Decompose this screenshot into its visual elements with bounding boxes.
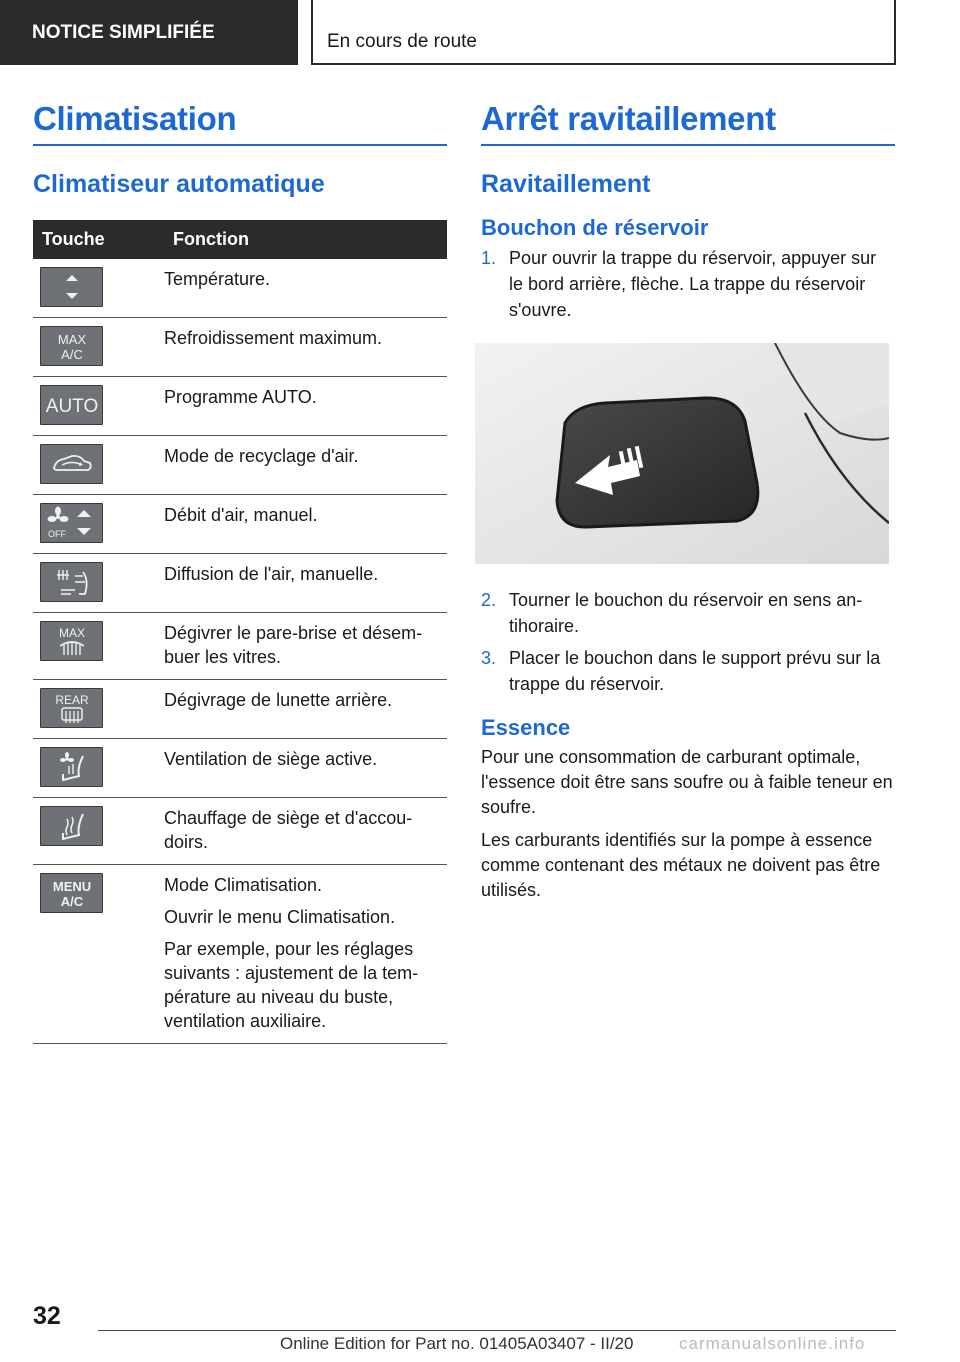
recirculation-button-icon: [40, 444, 103, 484]
function-cell: [164, 680, 447, 739]
list-item: 2. Tourner le bouchon du réservoir en sens antihoraire.: [481, 590, 863, 636]
function-text: Mode Climatisation.: [164, 875, 323, 895]
heading-petrol: Essence: [481, 715, 571, 740]
function-cell: [164, 436, 447, 495]
key-cell: [33, 318, 164, 377]
table-row: [33, 259, 447, 318]
svg-text:A/C: A/C: [60, 347, 83, 362]
left-column: [33, 100, 447, 1044]
function-text: Dégivrer le pare-brise et désembuer les vitres.: [164, 623, 423, 667]
key-cell: [33, 798, 164, 865]
section-title: Arrêt ravitaillement: [481, 100, 895, 146]
steps-list-a: [481, 245, 895, 323]
paragraph: Les carburants identifiés sur la pompe à essence comme contenant des métaux ne doivent pas être utilisés.: [481, 830, 881, 900]
function-text: Débit d'air, manuel.: [164, 505, 318, 525]
key-cell: [33, 680, 164, 739]
page-number: 32: [33, 1302, 61, 1330]
right-column: [481, 100, 895, 911]
table-row: [33, 377, 447, 436]
table-row: [33, 495, 447, 554]
auto-button-icon: [40, 385, 103, 425]
function-cell: [164, 495, 447, 554]
header-section-tab: NOTICE SIMPLIFIÉE: [0, 0, 298, 65]
max-ac-button-icon: [40, 326, 103, 366]
svg-text:A/C: A/C: [60, 894, 83, 909]
function-cell: [164, 377, 447, 436]
key-cell: [33, 259, 164, 318]
function-cell: [164, 613, 447, 680]
seat-ventilation-button-icon: [40, 747, 103, 787]
function-cell: [164, 554, 447, 613]
key-cell: [33, 554, 164, 613]
rear-defrost-button-icon: [40, 688, 103, 728]
air-distribution-button-icon: [40, 562, 103, 602]
menu-ac-button-icon: [40, 873, 103, 913]
max-defrost-button-icon: [40, 621, 103, 661]
svg-text:AUTO: AUTO: [45, 396, 98, 417]
svg-text:MAX: MAX: [57, 332, 86, 347]
table-row: [33, 680, 447, 739]
footer-rule: [98, 1330, 896, 1331]
svg-text:REAR: REAR: [54, 693, 89, 707]
table-row: [33, 436, 447, 495]
function-cell: [164, 259, 447, 318]
steps-list-b: [481, 587, 895, 697]
table-row: [33, 613, 447, 680]
key-cell: [33, 495, 164, 554]
function-text: Par exemple, pour les réglages suivants : ajustement de la température au niveau du buste, ventilation auxiliaire.: [164, 939, 419, 1031]
key-cell: [33, 613, 164, 680]
function-text: Mode de recyclage d'air.: [164, 446, 359, 466]
header-chapter: En cours de route: [311, 0, 896, 65]
list-item: 1. Pour ouvrir la trappe du réservoir, appuyer sur le bord arrière, flèche. La trappe du réservoir s'ouvre.: [481, 248, 877, 320]
footer-edition: Online Edition for Part no. 01405A03407 - II/20: [280, 1334, 634, 1353]
heading-fuel-cap: Bouchon de réservoir: [481, 215, 709, 240]
fuel-flap-photo: [475, 343, 889, 564]
list-item: 3. Placer le bouchon dans le support prévu sur la trappe du réservoir.: [481, 648, 881, 694]
function-text: Ventilation de siège active.: [164, 749, 378, 769]
function-cell: [164, 739, 447, 798]
col-header-key: Touche: [33, 220, 164, 259]
subsection-title: Climatiseur automatique: [33, 170, 325, 198]
key-cell: [33, 865, 164, 1044]
watermark: carmanualsonline.info: [679, 1334, 866, 1353]
key-cell: [33, 436, 164, 495]
paragraph: Pour une consommation de carburant optimale, l'essence doit être sans soufre ou à faible teneur en soufre.: [481, 747, 893, 817]
temperature-arrows-button-icon: [40, 267, 103, 307]
function-text: Ouvrir le menu Climatisation.: [164, 907, 396, 927]
controls-table: [33, 220, 447, 1044]
section-title: Climatisation: [33, 100, 447, 146]
table-row: [33, 318, 447, 377]
table-row: [33, 798, 447, 865]
svg-text:MENU: MENU: [52, 879, 91, 894]
svg-text:MAX: MAX: [58, 626, 85, 640]
function-cell: [164, 865, 447, 1044]
subsection-title: Ravitaillement: [481, 170, 651, 198]
function-text: Refroidissement maximum.: [164, 328, 383, 348]
key-cell: [33, 377, 164, 436]
function-text: Programme AUTO.: [164, 387, 317, 407]
seat-heating-button-icon: [40, 806, 103, 846]
fan-button-icon: [40, 503, 103, 543]
function-text: Dégivrage de lunette arrière.: [164, 690, 393, 710]
col-header-function: Fonction: [164, 220, 447, 259]
table-row: [33, 865, 447, 1044]
table-row: [33, 739, 447, 798]
svg-text:OFF: OFF: [47, 529, 66, 539]
function-cell: [164, 318, 447, 377]
function-text: Température.: [164, 269, 271, 289]
function-cell: [164, 798, 447, 865]
key-cell: [33, 739, 164, 798]
function-text: Diffusion de l'air, manuelle.: [164, 564, 379, 584]
function-text: Chauffage de siège et d'accoudoirs.: [164, 808, 413, 852]
table-row: [33, 554, 447, 613]
